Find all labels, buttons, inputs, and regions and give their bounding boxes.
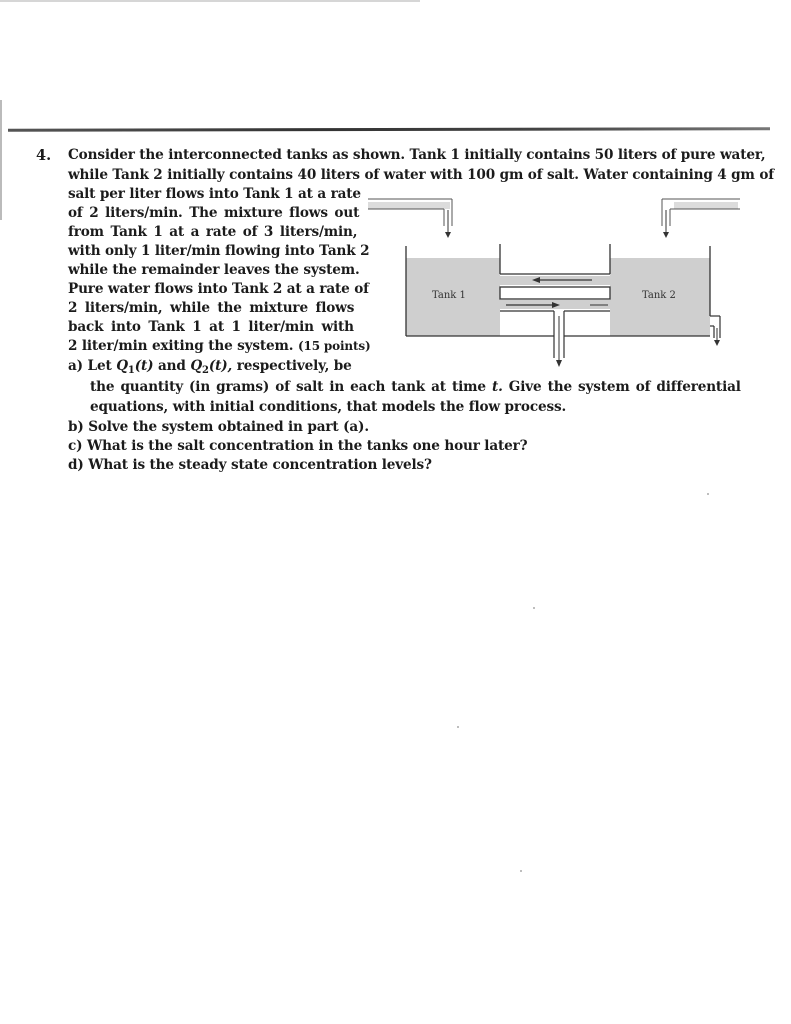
- q1-subscript: 1: [127, 365, 135, 376]
- connector-pipes: [500, 244, 610, 311]
- intro-line-4: of 2 liters/min. The mixture flows out: [68, 205, 360, 221]
- drain-pipe-tank2: [710, 316, 720, 346]
- intro-line-10: back into Tank 1 at 1 liter/min with: [68, 319, 354, 335]
- scan-speck: [520, 870, 522, 872]
- q2-letter: Q: [190, 358, 203, 374]
- drain-pipe-tank1: [554, 311, 564, 367]
- points-label: (15 points): [297, 339, 371, 353]
- part-a-label: a): [68, 358, 83, 374]
- intro-line-11: [68, 337, 371, 356]
- scan-speck: [707, 493, 709, 495]
- part-a-cont-1-pre: the quantity (in grams) of salt in each tank at time: [90, 379, 492, 395]
- q1-arg: (t): [134, 358, 154, 374]
- part-b: b) Solve the system obtained in part (a).: [68, 419, 369, 435]
- part-a-first-line: [68, 357, 352, 380]
- inflow-pipe-tank2: [662, 199, 740, 238]
- last-intro-text: 2 liter/min exiting the system.: [68, 338, 294, 354]
- intro-line-1: Consider the interconnected tanks as shown. Tank 1 initially contains 50 liters of pure water,: [68, 147, 766, 163]
- inflow-pipe-tank1: [368, 199, 452, 238]
- part-a-let: Let: [87, 358, 112, 374]
- intro-line-8: Pure water flows into Tank 2 at a rate of: [68, 281, 369, 297]
- header-rule: [8, 127, 770, 132]
- part-a-cont-1: [90, 378, 741, 397]
- intro-line-6: with only 1 liter/min flowing into Tank 2: [68, 243, 370, 259]
- q2-arg: (t),: [208, 358, 233, 374]
- scan-margin-mark: [0, 100, 2, 220]
- part-a-cont-2: equations, with initial conditions, that models the flow process.: [90, 399, 567, 415]
- tank1-label: Tank 1: [432, 290, 466, 301]
- scan-speck: [457, 726, 459, 728]
- tank2-label: Tank 2: [642, 290, 676, 301]
- intro-line-7: while the remainder leaves the system.: [68, 262, 360, 278]
- scan-speck: [533, 607, 535, 609]
- question-number: 4.: [36, 147, 52, 164]
- part-d: d) What is the steady state concentration levels?: [68, 457, 432, 473]
- intro-line-3: salt per liter flows into Tank 1 at a rate: [68, 186, 361, 202]
- part-c: c) What is the salt concentration in the tanks one hour later?: [68, 438, 528, 454]
- part-a-t: t.: [491, 379, 503, 395]
- intro-line-2: while Tank 2 initially contains 40 liters of water with 100 gm of salt. Water containing 4 gm of: [68, 167, 774, 183]
- part-a-cont-1-post: Give the system of differential: [502, 379, 741, 395]
- respectively-be: respectively, be: [236, 358, 352, 374]
- q1-letter: Q: [116, 358, 128, 374]
- tank-diagram: [356, 188, 746, 368]
- intro-line-9: 2 liters/min, while the mixture flows: [68, 300, 355, 316]
- q2-subscript: 2: [202, 365, 209, 376]
- scan-edge: [0, 0, 420, 2]
- and-word: and: [158, 358, 186, 374]
- intro-line-5: from Tank 1 at a rate of 3 liters/min,: [68, 224, 358, 240]
